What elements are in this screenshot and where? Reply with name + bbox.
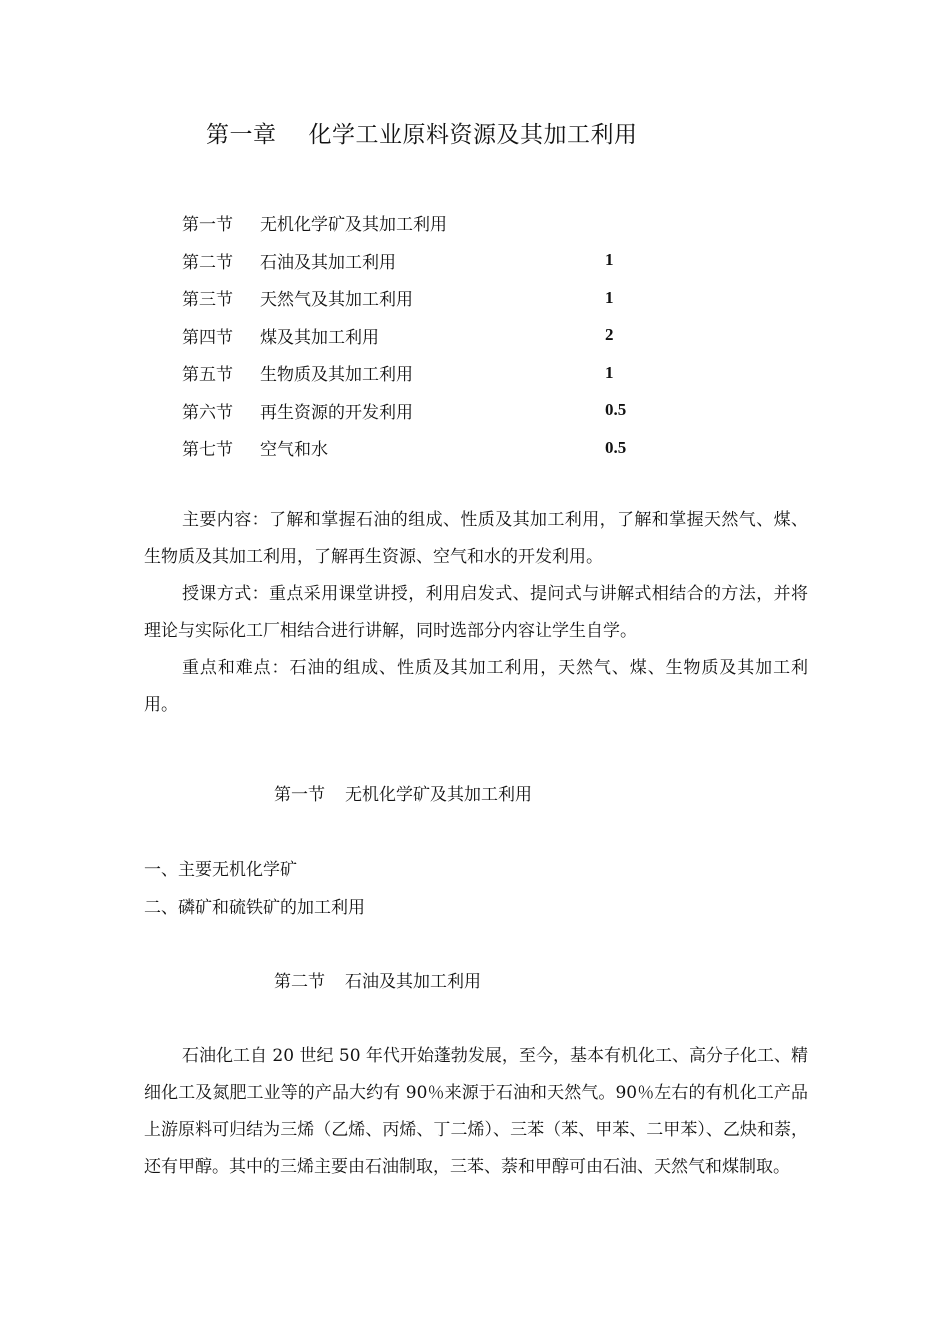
toc-section-title: 天然气及其加工利用 bbox=[260, 290, 413, 311]
toc-section-label: 第四节 bbox=[182, 327, 233, 348]
toc-hours: 1 bbox=[605, 250, 614, 270]
section1-label: 第一节 bbox=[274, 785, 325, 805]
toc-section-title: 再生资源的开发利用 bbox=[260, 402, 413, 423]
list-item: 二、磷矿和硫铁矿的加工利用 bbox=[144, 898, 365, 918]
toc-hours: 0.5 bbox=[605, 400, 627, 420]
toc-hours: 1 bbox=[605, 287, 614, 307]
chapter-title bbox=[206, 116, 638, 149]
toc-row bbox=[182, 354, 662, 392]
teaching-method-paragraph: 授课方式：重点采用课堂讲授，利用启发式、提问式与讲解式相结合的方法，并将理论与实际化工厂相结合进行讲解，同时选部分内容让学生自学。 bbox=[144, 584, 808, 641]
chapter-name: 化学工业原料资源及其加工利用 bbox=[308, 122, 638, 148]
list-item: 一、主要无机化学矿 bbox=[144, 860, 297, 880]
main-content-paragraph: 主要内容：了解和掌握石油的组成、性质及其加工利用，了解和掌握天然气、煤、生物质及其加工利用，了解再生资源、空气和水的开发利用。 bbox=[144, 510, 808, 567]
section2-label: 第二节 bbox=[274, 972, 325, 992]
toc-section-title: 无机化学矿及其加工利用 bbox=[260, 215, 447, 236]
toc-section-title: 生物质及其加工利用 bbox=[260, 365, 413, 386]
toc-hours: 2 bbox=[605, 325, 614, 345]
toc-hours: 1 bbox=[605, 362, 614, 382]
toc-hours: 0.5 bbox=[605, 437, 627, 457]
chapter-label: 第一章 bbox=[206, 122, 277, 148]
section1-heading bbox=[274, 780, 532, 805]
toc-row bbox=[182, 204, 662, 242]
toc-section-label: 第二节 bbox=[182, 252, 233, 273]
toc-section-label: 第三节 bbox=[182, 290, 233, 311]
toc-row bbox=[182, 242, 662, 280]
toc-section-title: 煤及其加工利用 bbox=[260, 327, 379, 348]
section1-title: 无机化学矿及其加工利用 bbox=[345, 785, 532, 805]
toc-section-label: 第七节 bbox=[182, 440, 233, 461]
toc-row bbox=[182, 317, 662, 355]
toc-section-title: 空气和水 bbox=[260, 440, 328, 461]
section2-title: 石油及其加工利用 bbox=[345, 972, 481, 992]
key-points-paragraph: 重点和难点：石油的组成、性质及其加工利用，天然气、煤、生物质及其加工利用。 bbox=[144, 658, 808, 715]
toc-row bbox=[182, 279, 662, 317]
toc-section-title: 石油及其加工利用 bbox=[260, 252, 396, 273]
toc-section-label: 第六节 bbox=[182, 402, 233, 423]
section2-heading bbox=[274, 967, 481, 992]
toc-row bbox=[182, 392, 662, 430]
table-of-contents bbox=[182, 204, 662, 467]
toc-section-label: 第五节 bbox=[182, 365, 233, 386]
toc-section-label: 第一节 bbox=[182, 215, 233, 236]
section2-paragraph: 石油化工自 20 世纪 50 年代开始蓬勃发展，至今，基本有机化工、高分子化工、精细化工及氮肥工业等的产品大约有 90％来源于石油和天然气。90％左右的有机化工产品上游原料可归结为三烯（乙烯、丙烯、丁二烯）、三苯（苯、甲苯、二甲苯）、乙炔和萘，还有甲醇。其中的三烯主要由石油制取，三苯、萘和甲醇可由石油、天然气和煤制取。 bbox=[144, 1046, 808, 1177]
toc-row bbox=[182, 429, 662, 467]
